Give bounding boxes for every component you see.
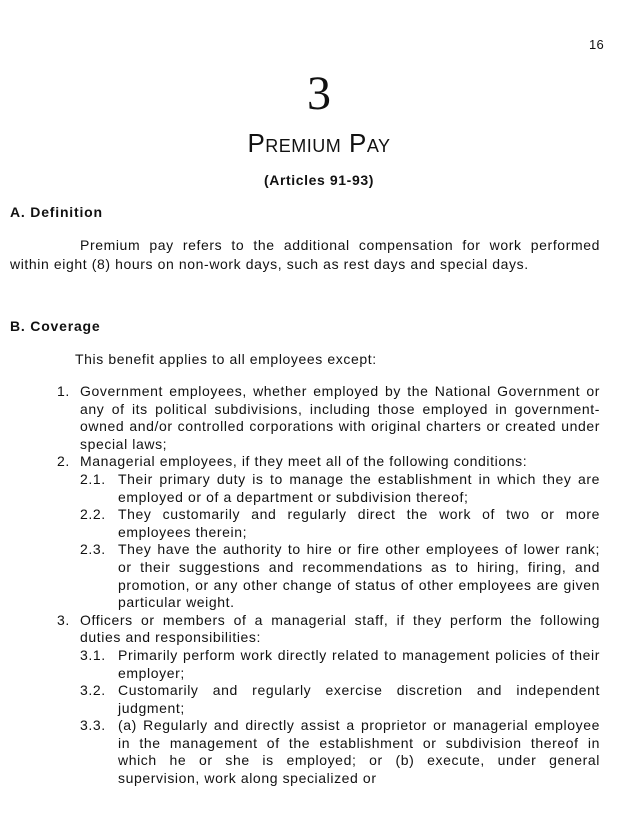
list-item <box>0 612 600 647</box>
list-item-text: Government employees, whether employed by the National Government or any of its political subdivisions, including those employed in government-owned and/or controlled corporations with original charters or created under special laws; <box>80 383 600 452</box>
sub-list-item-text: Their primary duty is to manage the establishment in which they are employed or of a department or subdivision thereof; <box>118 470 600 505</box>
sub-list-item-marker: 3.2. <box>80 682 106 699</box>
sub-list-item-marker: 3.1. <box>80 646 106 663</box>
list-item-marker: 2. <box>57 453 70 470</box>
chapter-title-text: Premium Pay <box>247 128 391 158</box>
sub-list-item-marker: 3.3. <box>80 717 106 734</box>
sub-list-item-text: (a) Regularly and directly assist a proprietor or managerial employee in the management of the establishment or subdivision thereof in which he or she is employed; or (b) execute, under general supervision, work along specialized or <box>118 717 600 787</box>
list-item-marker: 3. <box>57 611 70 628</box>
list-item <box>0 383 600 453</box>
sub-list-item-text: Primarily perform work directly related to management policies of their employer; <box>118 646 600 681</box>
sub-list-item-text: They customarily and regularly direct the work of two or more employees therein; <box>118 506 600 540</box>
section-a-heading: A. Definition <box>10 204 103 220</box>
sub-list-item <box>0 717 600 787</box>
sub-list-item <box>0 682 600 717</box>
exclusion-list <box>0 383 638 788</box>
sub-list-item-marker: 2.2. <box>80 506 106 523</box>
list-item-text: Officers or members of a managerial staff, if they perform the following duties and responsibilities: <box>80 611 600 646</box>
sub-list-item <box>0 506 600 541</box>
section-b-lead: This benefit applies to all employees except: <box>75 351 377 367</box>
chapter-articles: (Articles 91-93) <box>264 172 374 188</box>
list-item-text: Managerial employees, if they meet all of the following conditions: <box>80 453 528 470</box>
section-a-paragraph: Premium pay refers to the additional compensation for work performed within eight (8) hours on non-work days, such as rest days and special days. <box>10 237 600 272</box>
chapter-number: 3 <box>307 67 331 120</box>
sub-list-item-text: They have the authority to hire or fire other employees of lower rank; or their suggestions and recommendations as to hiring, firing, and promotion, or any other change of status of other employees are given particular weight. <box>118 541 600 611</box>
page-number: 16 <box>588 37 604 52</box>
section-b-heading: B. Coverage <box>10 318 101 334</box>
sub-list-item-text: Customarily and regularly exercise discretion and independent judgment; <box>118 682 600 716</box>
chapter-title <box>0 130 638 156</box>
sub-list-item <box>0 647 600 682</box>
sub-list-item-marker: 2.3. <box>80 541 106 558</box>
list-item-marker: 1. <box>57 383 70 399</box>
sub-list-item <box>0 471 600 506</box>
sub-list-item <box>0 541 600 611</box>
sub-list-item-marker: 2.1. <box>80 470 106 487</box>
list-item <box>0 453 600 471</box>
